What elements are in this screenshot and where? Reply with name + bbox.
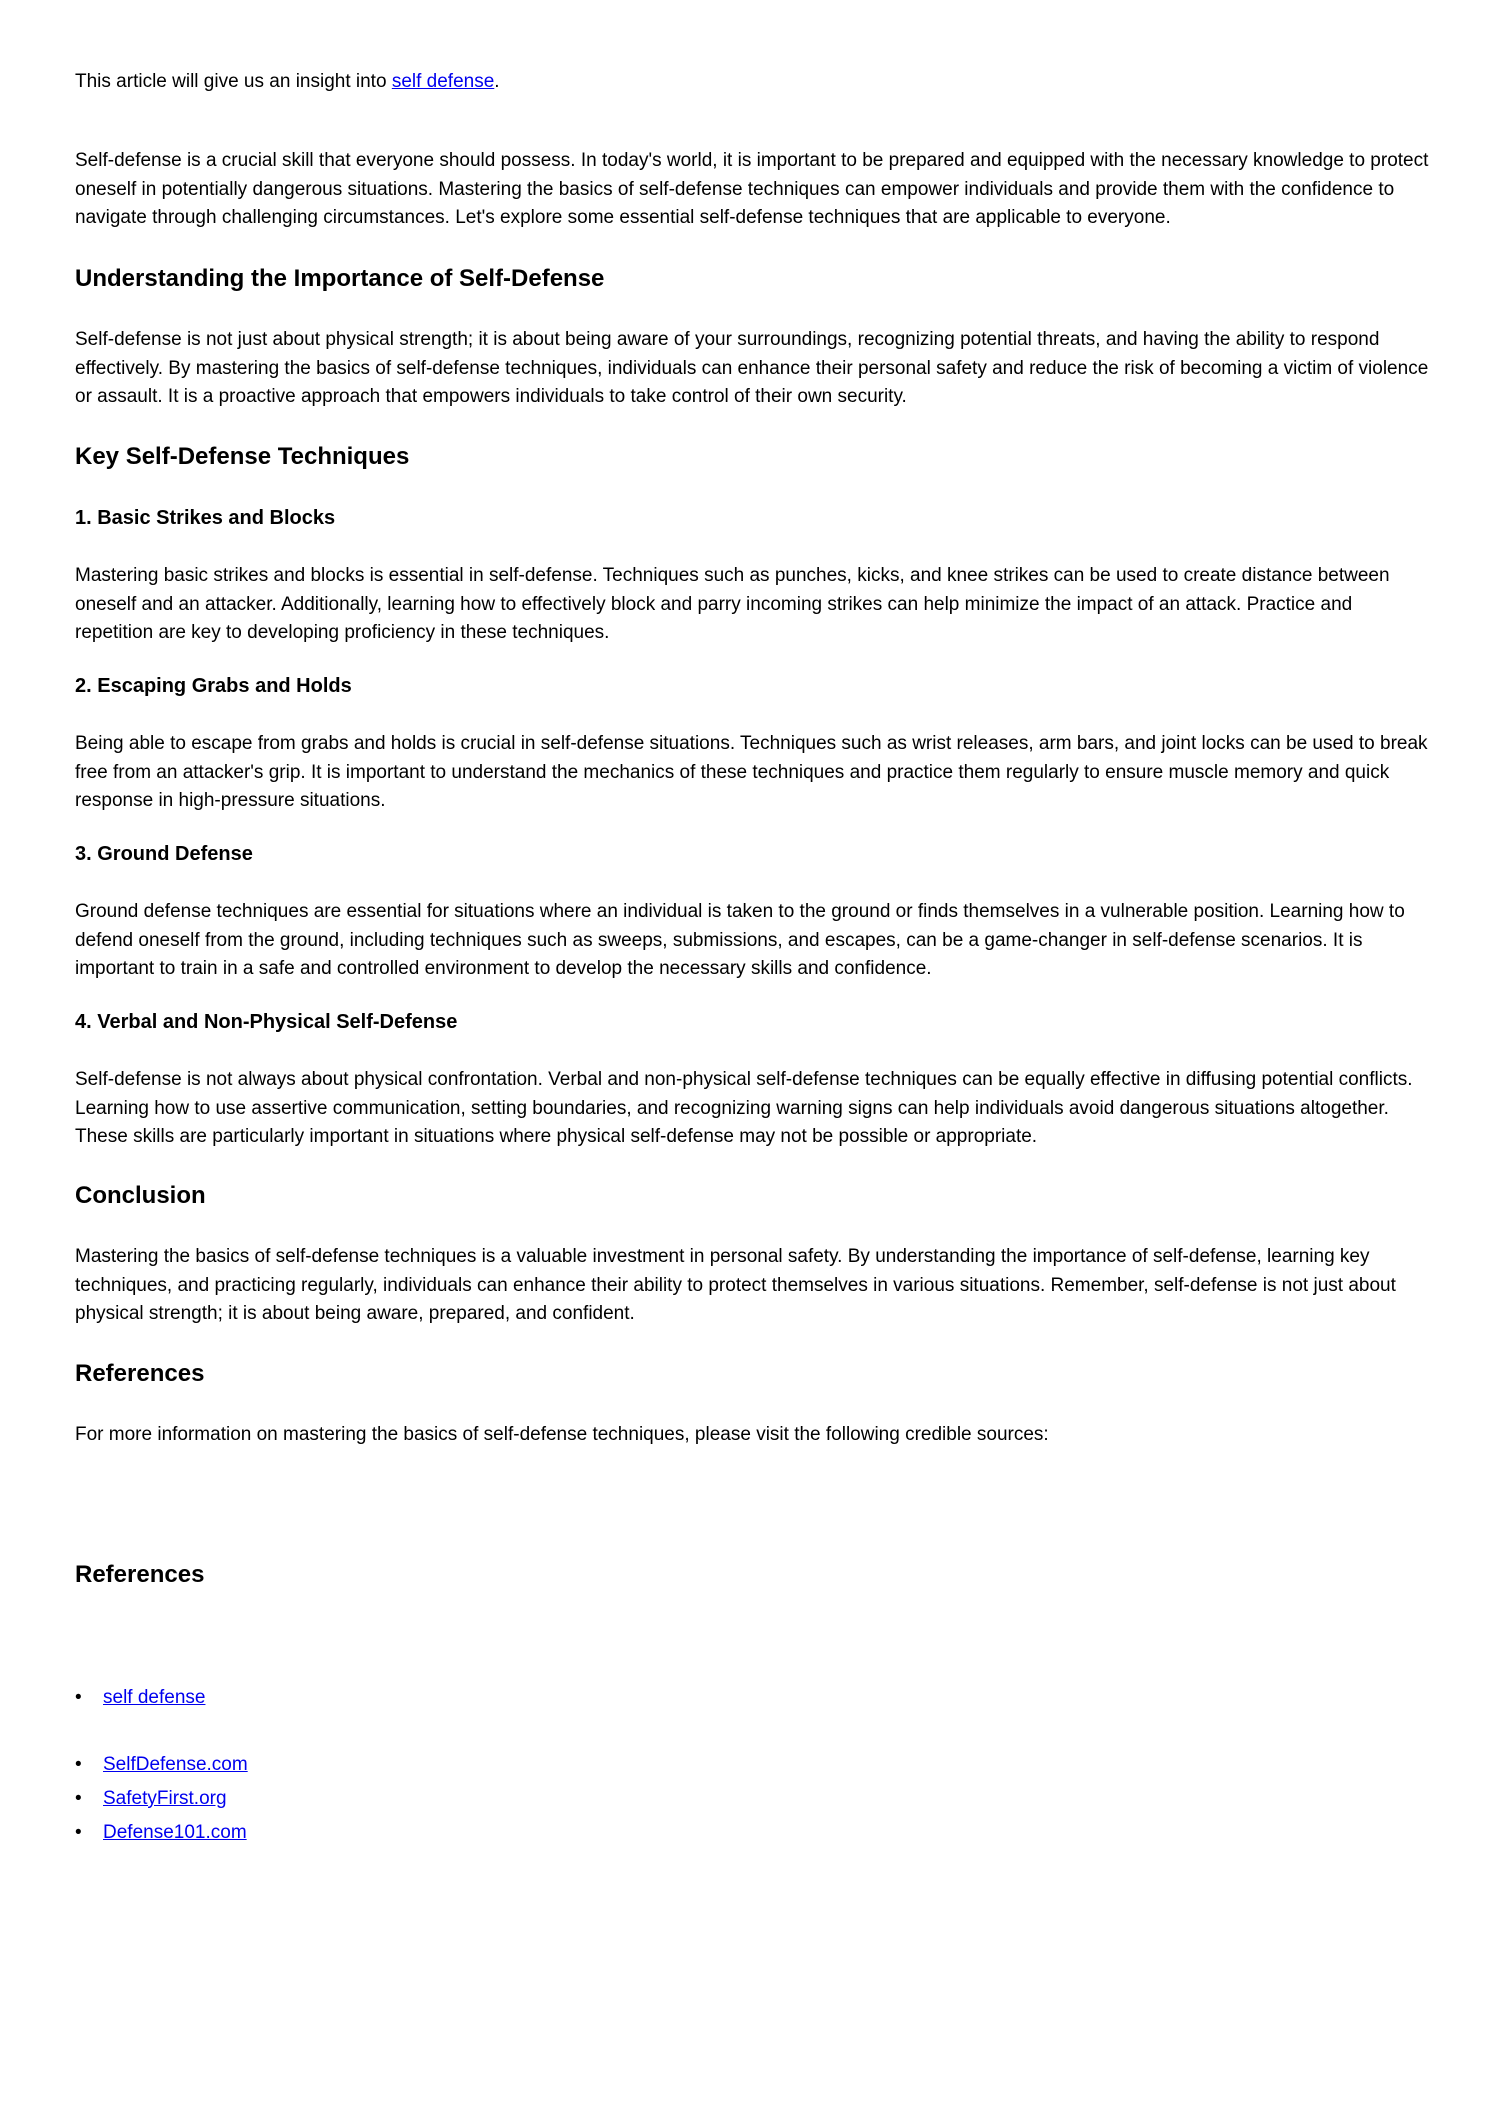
reference-list-sources <box>75 1752 1435 1846</box>
technique-1-paragraph: Mastering basic strikes and blocks is essential in self-defense. Techniques such as punches, kicks, and knee strikes can be used to create distance between oneself and an attacker. Additionally, learning how to effectively block and parry incoming strikes can help minimize the impact of an attack. Practice and repetition are key to developing proficiency in these techniques. <box>75 565 1390 643</box>
conclusion-paragraph: Mastering the basics of self-defense techniques is a valuable investment in personal safety. By understanding the importance of self-defense, learning key techniques, and practicing regularly, individuals can enhance their ability to protect themselves in various situations. Remember, self-defense is not just about physical strength; it is about being aware, prepared, and confident. <box>75 1246 1396 1324</box>
technique-2-title: 2. Escaping Grabs and Holds <box>75 675 352 697</box>
importance-paragraph: Self-defense is not just about physical strength; it is about being aware of your surroundings, recognizing potential threats, and having the ability to respond effectively. By mastering the basics of self-defense techniques, individuals can enhance their personal safety and reduce the risk of becoming a victim of violence or assault. It is a proactive approach that empowers individuals to take control of their own security. <box>75 329 1429 407</box>
lead-paragraph: Self-defense is a crucial skill that everyone should possess. In today's world, it is important to be prepared and equipped with the necessary knowledge to protect oneself in potentially dangerous situations. Mastering the basics of self-defense techniques can empower individuals and provide them with the confidence to navigate through challenging circumstances. Let's explore some essential self-defense techniques that are applicable to everyone. <box>75 150 1429 228</box>
technique-4-paragraph: Self-defense is not always about physical confrontation. Verbal and non-physical self-defense techniques can be equally effective in diffusing potential conflicts. Learning how to use assertive communication, setting boundaries, and recognizing warning signs can help individuals avoid dangerous situations altogether. These skills are particularly important in situations where physical self-defense may not be possible or appropriate. <box>75 1069 1413 1147</box>
list-item <box>75 1752 1435 1778</box>
reference-list-primary <box>75 1685 1435 1711</box>
techniques-heading: Key Self-Defense Techniques <box>75 443 410 470</box>
list-item <box>75 1786 1435 1812</box>
technique-4-title: 4. Verbal and Non-Physical Self-Defense <box>75 1011 458 1033</box>
technique-2-paragraph: Being able to escape from grabs and holds is crucial in self-defense situations. Techniques such as wrist releases, arm bars, and joint locks can be used to break free from an attacker's grip. It is important to understand the mechanics of these techniques and practice them regularly to ensure muscle memory and quick response in high-pressure situations. <box>75 733 1428 811</box>
technique-3-paragraph: Ground defense techniques are essential for situations where an individual is taken to the ground or finds themselves in a vulnerable position. Learning how to defend oneself from the ground, including techniques such as sweeps, submissions, and escapes, can be a game-changer in self-defense scenarios. It is important to train in a safe and controlled environment to develop the necessary skills and confidence. <box>75 901 1405 979</box>
conclusion-heading: Conclusion <box>75 1182 206 1209</box>
list-item <box>75 1820 1435 1846</box>
references-list-heading: References <box>75 1561 205 1588</box>
list-item <box>75 1685 1435 1711</box>
reference-link-self-defense[interactable]: self defense <box>103 1687 206 1708</box>
intro-text: This article will give us an insight into <box>75 71 392 92</box>
reference-link-selfdefense-com[interactable]: SelfDefense.com <box>103 1754 248 1775</box>
technique-1-title: 1. Basic Strikes and Blocks <box>75 507 336 529</box>
intro-line <box>75 68 1435 97</box>
reference-link-safetyfirst-org[interactable]: SafetyFirst.org <box>103 1788 227 1809</box>
reference-link-defense101-com[interactable]: Defense101.com <box>103 1822 247 1843</box>
intro-period: . <box>494 71 500 92</box>
importance-heading: Understanding the Importance of Self-Defense <box>75 265 605 292</box>
technique-3-title: 3. Ground Defense <box>75 843 253 865</box>
references-intro-paragraph: For more information on mastering the basics of self-defense techniques, please visit the following credible sources: <box>75 1424 1049 1445</box>
intro-self-defense-link[interactable]: self defense <box>391 71 495 92</box>
references-heading: References <box>75 1360 205 1387</box>
